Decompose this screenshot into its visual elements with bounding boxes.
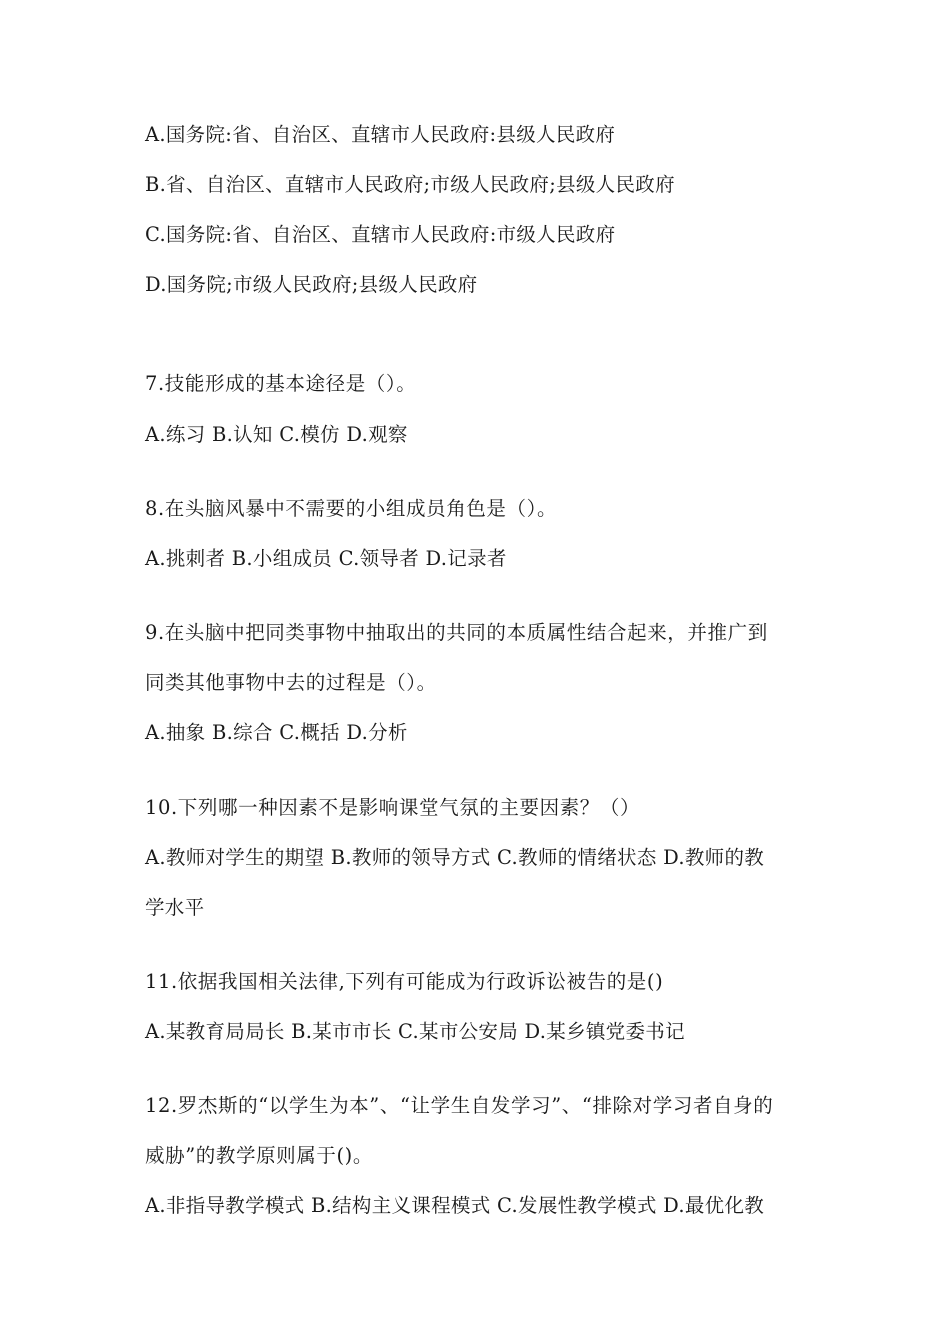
q10-stem: 10.下列哪一种因素不是影响课堂气氛的主要因素？（） [145,796,641,819]
q12-stem-line2: 威胁”的教学原则属于()。 [145,1144,373,1167]
q12-options-line1: A.非指导教学模式 B.结构主义课程模式 C.发展性教学模式 D.最优化教 [145,1194,765,1217]
q6-option-d: D.国务院;市级人民政府;县级人民政府 [145,273,478,296]
q11-options: A.某教育局局长 B.某市市长 C.某市公安局 D.某乡镇党委书记 [145,1020,685,1043]
q10-options-line1: A.教师对学生的期望 B.教师的领导方式 C.教师的情绪状态 D.教师的教 [145,846,765,869]
q7-stem: 7.技能形成的基本途径是（）。 [145,372,417,395]
q10-options-line2: 学水平 [145,896,205,919]
q8-options: A.挑刺者 B.小组成员 C.领导者 D.记录者 [145,547,507,570]
q9-stem-line2: 同类其他事物中去的过程是（）。 [145,671,437,694]
q9-stem-line1: 9.在头脑中把同类事物中抽取出的共同的本质属性结合起来，并推广到 [145,621,768,644]
q11-stem: 11.依据我国相关法律,下列有可能成为行政诉讼被告的是() [145,970,664,993]
q9-options: A.抽象 B.综合 C.概括 D.分析 [145,721,408,744]
q6-option-b: B.省、自治区、直辖市人民政府;市级人民政府;县级人民政府 [145,173,675,196]
q7-options: A.练习 B.认知 C.模仿 D.观察 [145,423,408,446]
q6-option-c: C.国务院:省、自治区、直辖市人民政府:市级人民政府 [145,223,616,246]
q8-stem: 8.在头脑风暴中不需要的小组成员角色是（）。 [145,497,558,520]
q6-option-a: A.国务院:省、自治区、直辖市人民政府:县级人民政府 [145,123,616,146]
q12-stem-line1: 12.罗杰斯的“以学生为本”、“让学生自发学习”、“排除对学习者自身的 [145,1094,774,1117]
